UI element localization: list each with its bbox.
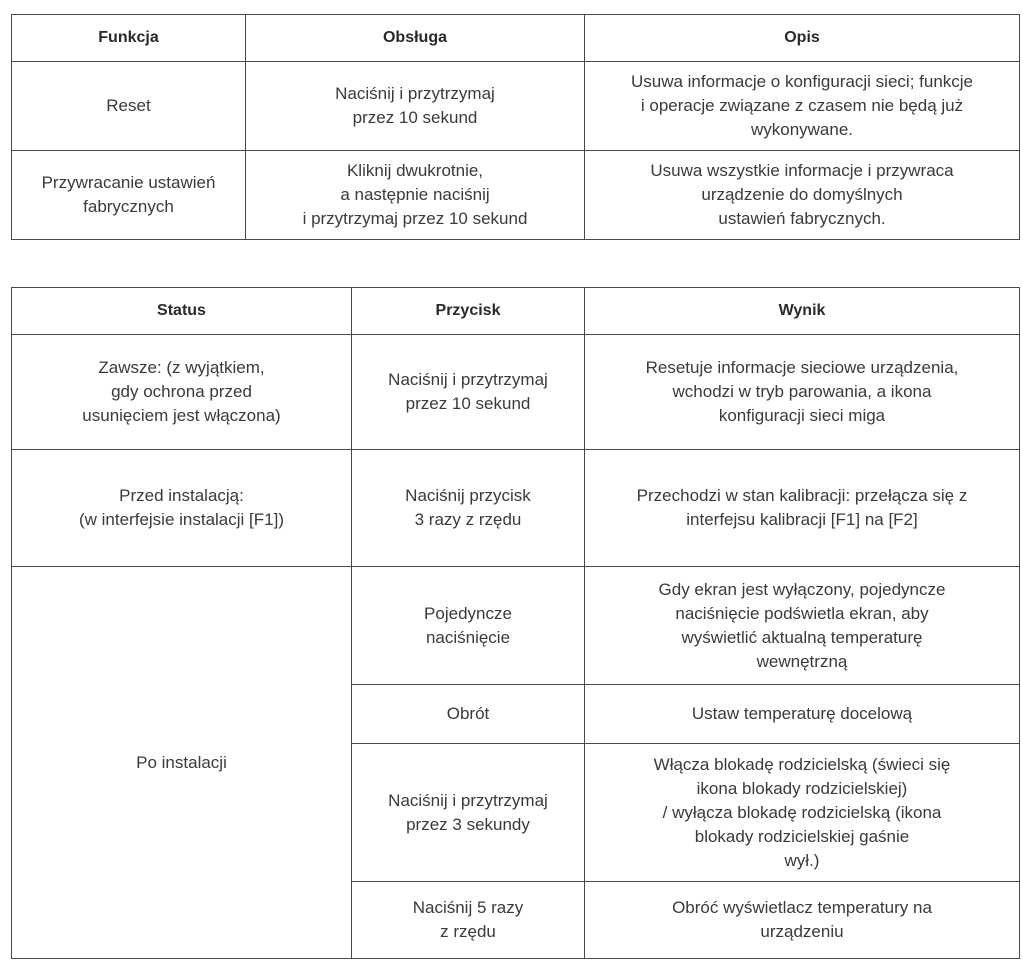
wynik-cell: Włącza blokadę rodzicielską (świeci się ikona blokady rodzicielskiej) / wyłącza blokadę rodzicielską (ikona blokady rodzicielskiej gaśnie wył.) [585, 744, 1020, 882]
opis-cell: Usuwa informacje o konfiguracji sieci; funkcje i operacje związane z czasem nie będą już wykonywane. [585, 62, 1020, 151]
table-row [12, 62, 1020, 151]
przycisk-cell: Obrót [352, 685, 585, 744]
function-table [11, 14, 1020, 240]
status-cell: Zawsze: (z wyjątkiem, gdy ochrona przed usunięciem jest włączona) [12, 335, 352, 450]
table-row [12, 567, 1020, 685]
header-przycisk: Przycisk [352, 288, 585, 335]
status-cell-after-install: Po instalacji [12, 567, 352, 959]
przycisk-cell: Naciśnij 5 razy z rzędu [352, 882, 585, 959]
obsluga-cell: Kliknij dwukrotnie, a następnie naciśnij i przytrzymaj przez 10 sekund [246, 151, 585, 240]
table-row [12, 335, 1020, 450]
opis-cell: Usuwa wszystkie informacje i przywraca urządzenie do domyślnych ustawień fabrycznych. [585, 151, 1020, 240]
header-wynik: Wynik [585, 288, 1020, 335]
header-obsluga: Obsługa [246, 15, 585, 62]
przycisk-cell: Naciśnij i przytrzymaj przez 3 sekundy [352, 744, 585, 882]
obsluga-cell: Naciśnij i przytrzymaj przez 10 sekund [246, 62, 585, 151]
table-row [12, 151, 1020, 240]
funkcja-cell: Przywracanie ustawień fabrycznych [12, 151, 246, 240]
function-table-header [12, 15, 1020, 62]
header-opis: Opis [585, 15, 1020, 62]
header-status: Status [12, 288, 352, 335]
przycisk-cell: Naciśnij przycisk 3 razy z rzędu [352, 450, 585, 567]
header-funkcja: Funkcja [12, 15, 246, 62]
table-row [12, 450, 1020, 567]
wynik-cell: Gdy ekran jest wyłączony, pojedyncze naciśnięcie podświetla ekran, aby wyświetlić aktualną temperaturę wewnętrzną [585, 567, 1020, 685]
przycisk-cell: Pojedyncze naciśnięcie [352, 567, 585, 685]
wynik-cell: Obróć wyświetlacz temperatury na urządzeniu [585, 882, 1020, 959]
funkcja-cell: Reset [12, 62, 246, 151]
button-actions-header [12, 288, 1020, 335]
button-actions-table [11, 287, 1020, 959]
wynik-cell: Przechodzi w stan kalibracji: przełącza się z interfejsu kalibracji [F1] na [F2] [585, 450, 1020, 567]
przycisk-cell: Naciśnij i przytrzymaj przez 10 sekund [352, 335, 585, 450]
wynik-cell: Resetuje informacje sieciowe urządzenia, wchodzi w tryb parowania, a ikona konfiguracji sieci miga [585, 335, 1020, 450]
wynik-cell: Ustaw temperaturę docelową [585, 685, 1020, 744]
status-cell: Przed instalacją: (w interfejsie instalacji [F1]) [12, 450, 352, 567]
